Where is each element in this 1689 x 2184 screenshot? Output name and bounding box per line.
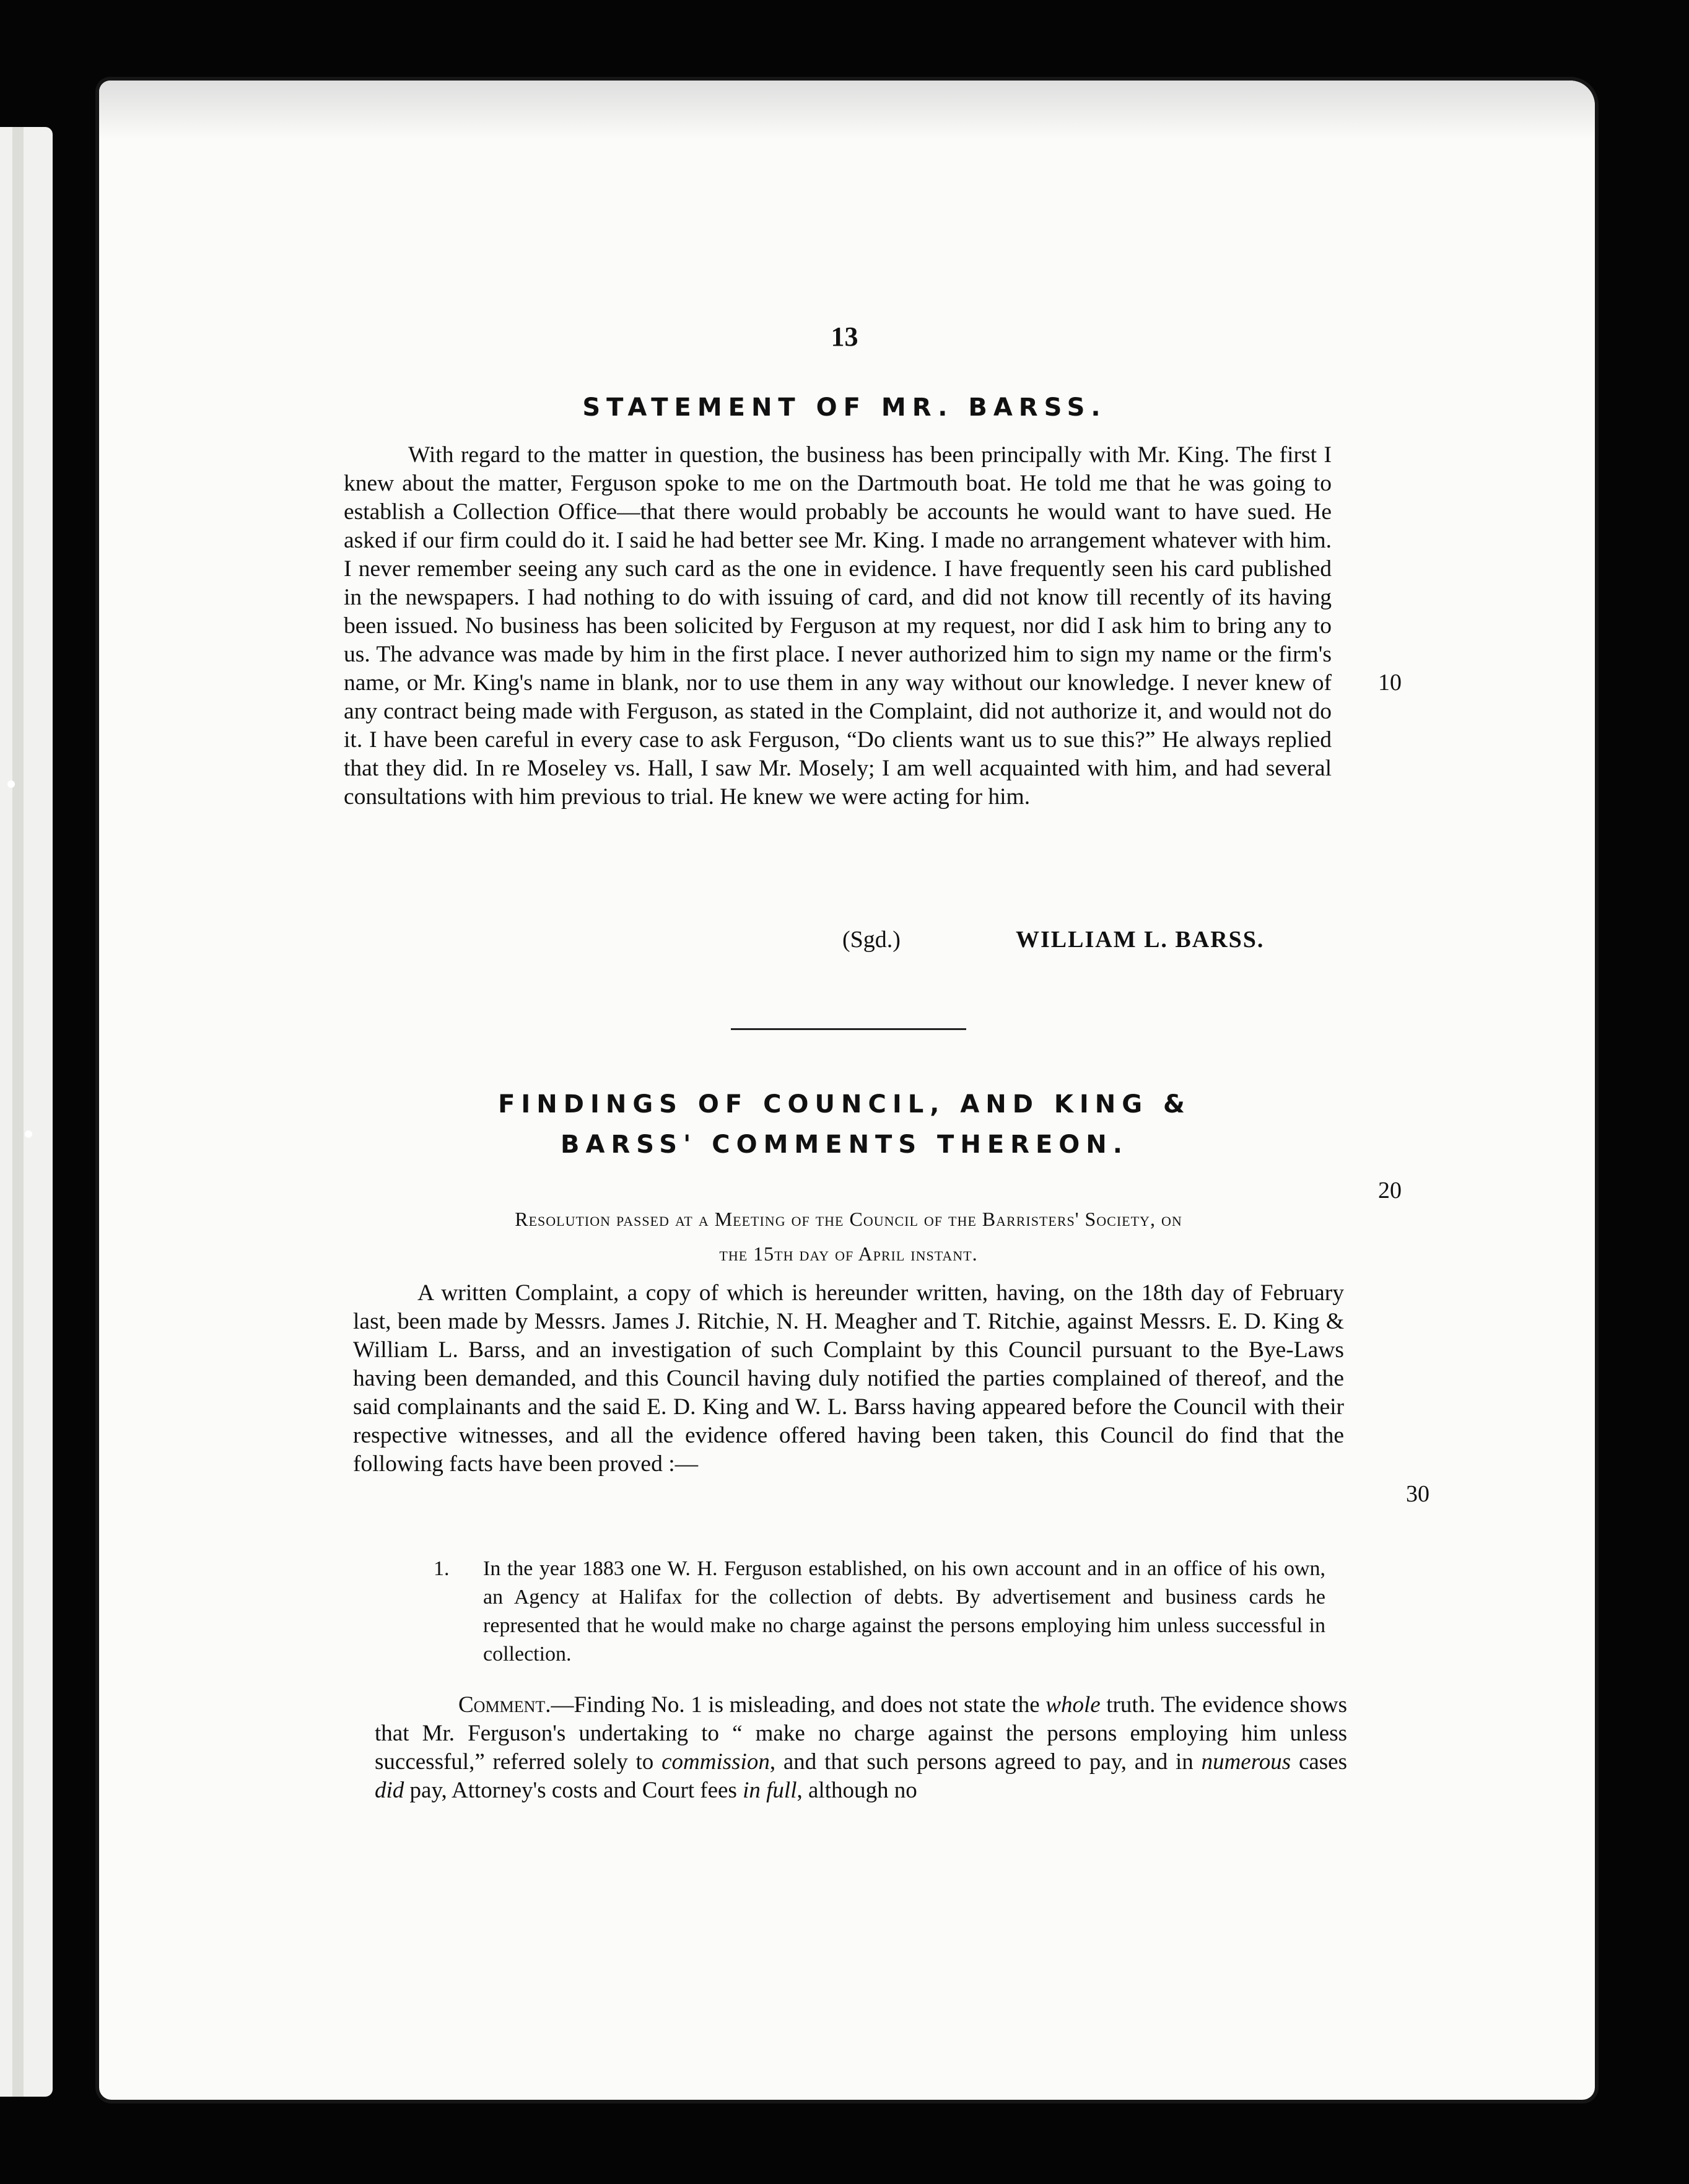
margin-line-number: 10: [1378, 670, 1402, 696]
findings-body: [353, 1279, 1344, 1479]
resolution-line: the 15th day of April instant.: [719, 1243, 978, 1265]
findings-heading-line2: BARSS' COMMENTS THEREON.: [561, 1130, 1128, 1159]
comment-label: Comment.: [458, 1692, 551, 1718]
comment-text: , although no: [796, 1778, 917, 1803]
statement-body: [344, 441, 1332, 811]
scan-mark: [7, 780, 15, 788]
comment-text: truth. The evidence shows that Mr. Ferguson's undertaking to “ make no charge against the persons employing him unless successful,” referred solely to: [375, 1692, 1347, 1775]
comment-emphasis: did: [375, 1778, 404, 1803]
findings-paragraph: A written Complaint, a copy of which is hereunder written, having, on the 18th day of February last, been made by Messrs. James J. Ritchie, N. H. Meagher and T. Ritchie, against Messrs. E. D. King & William L. Barss, and an investigation of such Complaint by this Council pursuant to the Bye-Laws having been demanded, and this Council having duly notified the parties complained of thereof, and the said complainants and the said E. D. King and W. L. Barss having appeared before the Council with their respective witnesses, and all the evidence offered having been taken, this Council do find that the following facts have been proved :—: [353, 1280, 1344, 1477]
comment-emphasis: in full: [743, 1778, 797, 1803]
margin-line-number: 30: [1406, 1481, 1429, 1507]
signed-marker: (Sgd.): [842, 927, 901, 953]
page-number: 13: [831, 321, 858, 352]
comment-emphasis: numerous: [1201, 1749, 1291, 1775]
statement-paragraph: With regard to the matter in question, the business has been principally with Mr. King. The first I knew about the matter, Ferguson spoke to me on the Dartmouth boat. He told me that he was going to establish a Collection Office—that there would probably be accounts he would want to have sued. He asked if our firm could do it. I said he had better see Mr. King. I made no arrangement whatever with him. I never remember seeing any such card as the one in evidence. I have frequently seen his card published in the newspapers. I had nothing to do with issuing of card, and did not know till recently of its having been issued. No business has been solicited by Ferguson at my request, nor did I ask him to bring any to us. The advance was made by him in the first place. I never authorized him to sign my name or the firm's name, or Mr. King's name in blank, nor to use them in any way without our knowledge. I never knew of any contract being made with Ferguson, as stated in the Complaint, did not authorize it, and would not do it. I have been careful in every case to ask Ferguson, “Do clients want us to sue this?” He always replied that they did. In re Moseley vs. Hall, I saw Mr. Mosely; I am well acquainted with him, and had several consultations with him previous to trial. He knew we were acting for him.: [344, 442, 1332, 810]
resolution-line: Resolution passed at a Meeting of the Council of the Barristers' Society, on: [515, 1208, 1182, 1230]
comment-text: pay, Attorney's costs and Court fees: [404, 1778, 743, 1803]
finding-number: 1.: [434, 1557, 450, 1580]
comment-emphasis: commission: [661, 1749, 770, 1775]
margin-line-number: 20: [1378, 1177, 1402, 1203]
comment-paragraph: [375, 1691, 1347, 1805]
comment-block: [375, 1691, 1347, 1805]
findings-heading-line1: FINDINGS OF COUNCIL, AND KING &: [498, 1090, 1191, 1119]
comment-text: cases: [1291, 1749, 1348, 1775]
finding-text: In the year 1883 one W. H. Ferguson established, on his own account and in an office of his own, an Agency at Halifax for the collection of debts. By advertisement and business cards he represented that he would make no charge against the persons employing him unless successful in collection.: [483, 1557, 1325, 1666]
comment-text: , and that such persons agreed to pay, and in: [769, 1749, 1202, 1775]
resolution-caption: [353, 1202, 1344, 1271]
section-divider: [731, 1028, 966, 1030]
page-top-edge: [99, 81, 1595, 139]
signer-name: WILLIAM L. BARSS.: [1016, 927, 1265, 953]
comment-text: —Finding No. 1 is misleading, and does not state the: [551, 1692, 1046, 1718]
comment-emphasis: whole: [1045, 1692, 1101, 1718]
statement-heading: STATEMENT OF MR. BARSS.: [582, 393, 1107, 422]
